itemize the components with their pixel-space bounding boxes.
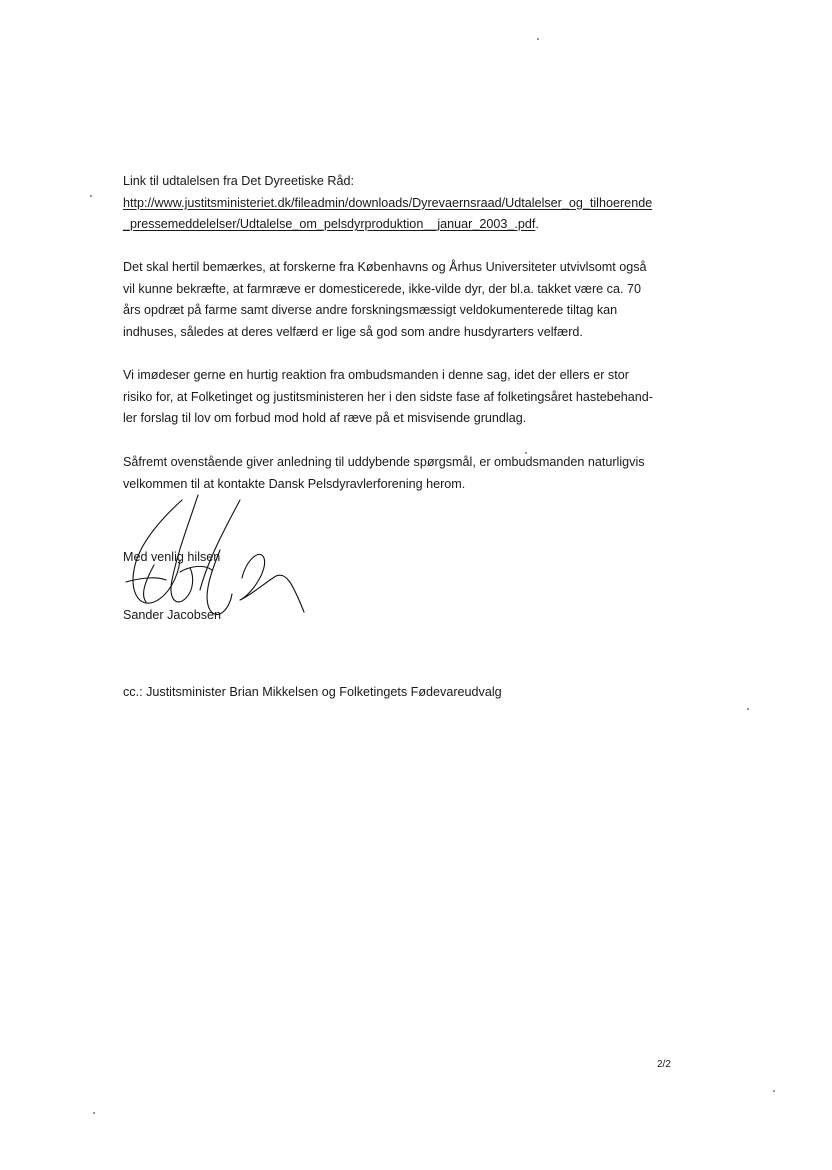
link-section [123,171,663,236]
scan-speck [525,452,527,454]
cc-section [123,682,663,704]
cc-line: cc.: Justitsminister Brian Mikkelsen og Folketingets Fødevareudvalg [123,685,502,699]
scan-speck [537,38,539,40]
paragraph-2-line: risiko for, at Folketinget og justitsministeren her i den sidste fase af folketingsåret hastebehand- [123,389,653,404]
url-line-2[interactable] [123,214,663,236]
scan-speck [93,1112,95,1114]
url-link-part-1[interactable]: http://www.justitsministeriet.dk/fileadmin/downloads/Dyrevaernsraad/Udtalelser_og_tilhoerende [123,195,653,210]
url-link-part-2[interactable]: _pressemeddelelser/Udtalelse_om_pelsdyrproduktion__januar_2003_.pdf [123,217,536,231]
handwritten-signature [120,490,320,630]
paragraph-2-line: Vi imødeser gerne en hurtig reaktion fra ombudsmanden i denne sag, idet der ellers er stor [123,368,629,382]
signatory-name: Sander Jacobsen [123,608,222,622]
paragraph-1-line: års opdræt på farme samt diverse andre forskningsmæssigt veldokumenterede tiltag kan [123,303,618,317]
paragraph-3 [123,452,663,495]
paragraph-3-line: velkommen til at kontakte Dansk Pelsdyravlerforening herom. [123,476,466,491]
paragraph-1-line: indhuses, således at deres velfærd er lige så god som andre husdyrarters velfærd. [123,324,583,339]
paragraph-1 [123,257,663,343]
url-line-1[interactable] [123,193,663,215]
url-suffix: . [535,217,539,231]
paragraph-2-line: ler forslag til lov om forbud mod hold af ræve på et misvisende grundlag. [123,411,527,425]
paragraph-2 [123,365,663,430]
closing-greeting: Med venlig hilsen [123,550,221,564]
page-number: 2/2 [657,1059,671,1070]
paragraph-3-line: Såfremt ovenstående giver anledning til uddybende spørgsmål, er ombudsmanden naturligvis [123,455,645,469]
scan-speck [747,708,749,710]
paragraph-1-line: vil kunne bekræfte, at farmræve er domesticerede, ikke-vilde dyr, der bl.a. takket være ca. 70 [123,281,641,296]
scan-speck [90,195,92,197]
paragraph-1-line: Det skal hertil bemærkes, at forskerne fra Københavns og Århus Universiteter utvivlsomt også [123,260,647,274]
scan-speck [773,1090,775,1092]
link-intro: Link til udtalelsen fra Det Dyreetiske Råd: [123,174,354,188]
